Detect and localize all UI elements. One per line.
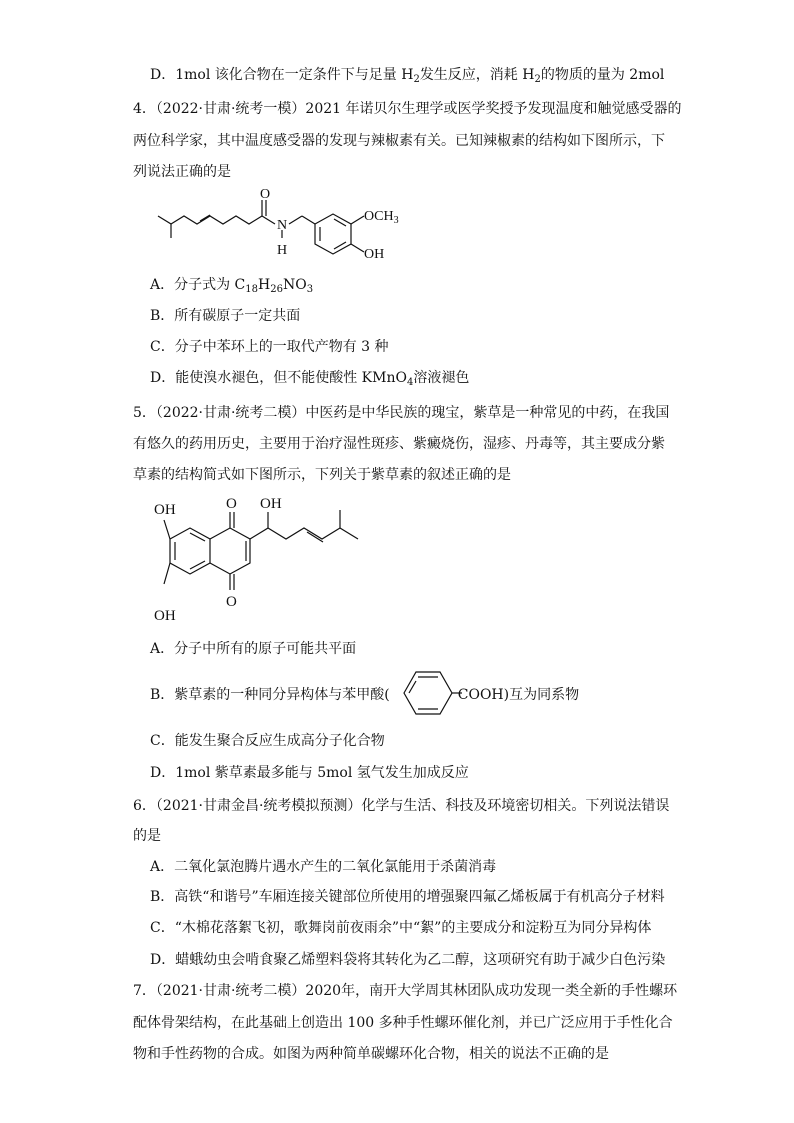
quinone-o-top-label: O	[226, 496, 237, 512]
q7-stem-line1: 7．（2021·甘肃·统考二模）2020年，南开大学周其林团队成功发现一类全新的手性螺环	[133, 983, 678, 999]
benzene-ring-icon	[396, 666, 462, 720]
q5-option-b[interactable]: B．紫草素的一种同分异构体与苯甲酸( COOH)互为同系物	[150, 687, 580, 703]
q5-stem-line3: 草素的结构简式如下图所示，下列关于紫草素的叙述正确的是	[133, 467, 511, 483]
q6-option-b[interactable]: B．高铁“和谐号”车厢连接关键部位所使用的增强聚四氟乙烯板属于有机高分子材料	[150, 889, 665, 905]
q6-stem-line1: 6．（2021·甘肃金昌·统考模拟预测）化学与生活、科技及环境密切相关。下列说法错误	[133, 798, 670, 814]
q6-option-d[interactable]: D．蜡蛾幼虫会啃食聚乙烯塑料袋将其转化为乙二醇，这项研究有助于减少白色污染	[150, 952, 666, 968]
q7-stem-line2: 配体骨架结构，在此基础上创造出 100 多种手性螺环催化剂，并已广泛应用于手性化合	[133, 1015, 673, 1031]
quinone-o-bottom-label: O	[226, 594, 237, 610]
q5-stem-line2: 有悠久的药用历史，主要用于治疗湿性斑疹、紫癜烧伤，湿疹、丹毒等，其主要成分紫	[133, 436, 665, 452]
q4-option-a[interactable]: A．分子式为 $C_{18}H_{26}NO_3$	[150, 277, 314, 295]
shikonin-structure	[150, 490, 370, 630]
oh-bottom-left-label: OH	[154, 608, 176, 624]
amide-n-label: N	[277, 218, 288, 233]
q3-option-d[interactable]: D．1mol 该化合物在一定条件下与足量 $H_2$发生反应，消耗 $H_2$的物质的量为 2mol	[150, 67, 665, 85]
q6-option-a[interactable]: A．二氧化氯泡腾片遇水产生的二氧化氯能用于杀菌消毒	[150, 859, 497, 875]
q4-stem-line1: 4．（2022·甘肃·统考一模）2021 年诺贝尔生理学或医学奖授予发现温度和触觉感受器的	[133, 101, 682, 117]
methoxy-label: $OCH_3$	[364, 209, 399, 226]
hydroxy-label: OH	[364, 247, 385, 262]
side-oh-label: OH	[260, 496, 282, 512]
q4-option-b[interactable]: B．所有碳原子一定共面	[150, 308, 301, 324]
cooh-label: COOH	[457, 687, 504, 703]
carbonyl-o-label: O	[260, 187, 271, 202]
amide-h-label: H	[277, 243, 288, 258]
q4-stem-line2: 两位科学家，其中温度感受器的发现与辣椒素有关。已知辣椒素的结构如下图所示，下	[133, 133, 665, 149]
q5-stem-line1: 5．（2022·甘肃·统考二模）中医药是中华民族的瑰宝，紫草是一种常见的中药，在我国	[133, 405, 670, 421]
q5-option-d[interactable]: D．1mol 紫草素最多能与 5mol 氢气发生加成反应	[150, 765, 469, 781]
q4-option-c[interactable]: C．分子中苯环上的一取代产物有 3 种	[150, 339, 389, 355]
oh-top-left-label: OH	[154, 502, 176, 518]
q6-option-c[interactable]: C．“木棉花落絮飞初，歌舞岗前夜雨余”中“絮”的主要成分和淀粉互为同分异构体	[150, 920, 652, 936]
q4-stem-line3: 列说法正确的是	[133, 164, 231, 180]
q6-stem-line2: 的是	[133, 828, 161, 844]
q5-option-a[interactable]: A．分子中所有的原子可能共平面	[150, 641, 357, 657]
q7-stem-line3: 物和手性药物的合成。如图为两种简单碳螺环化合物，相关的说法不正确的是	[133, 1046, 609, 1062]
q5-option-c[interactable]: C．能发生聚合反应生成高分子化合物	[150, 733, 385, 749]
q4-option-d[interactable]: D．能使溴水褪色，但不能使酸性 KMnO$_4$溶液褪色	[150, 370, 470, 388]
capsaicin-structure	[150, 182, 420, 266]
